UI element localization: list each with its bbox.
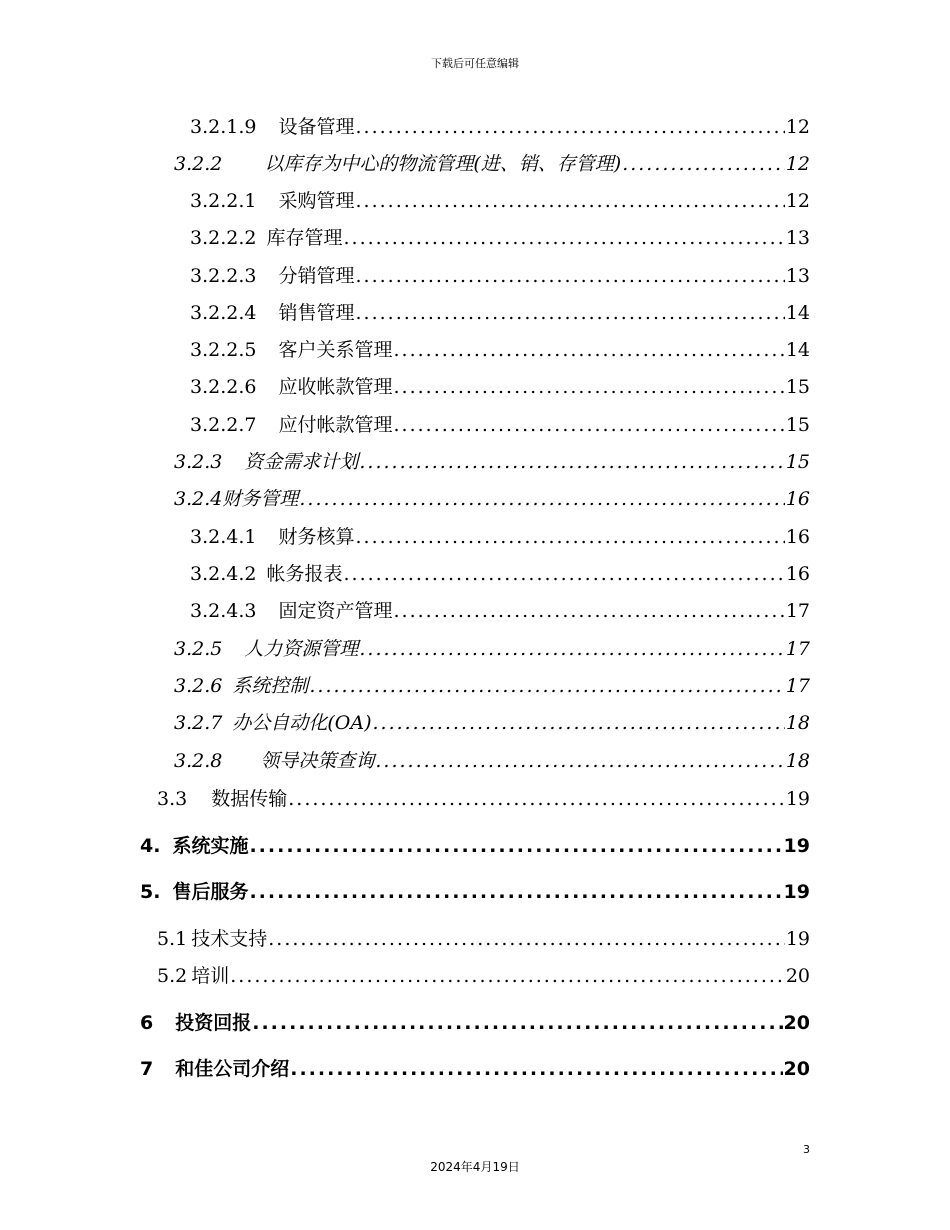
toc-entry-page: 12	[785, 190, 810, 212]
toc-entry-title: 帐务报表	[266, 563, 343, 585]
toc-entry[interactable]	[174, 634, 810, 661]
toc-entry[interactable]	[140, 877, 810, 904]
toc-entry-page: 17	[785, 675, 810, 697]
page-number: 3	[803, 1143, 810, 1156]
toc-entry-number: 3.2.2.4	[190, 302, 257, 324]
toc-entry-title: 客户关系管理	[278, 339, 393, 361]
toc-entry-number: 3.2.4.2	[190, 563, 257, 585]
toc-leader	[394, 414, 785, 436]
toc-entry-number: 3.2.5	[174, 638, 223, 660]
toc-entry[interactable]	[190, 410, 810, 437]
toc-entry-page: 20	[785, 965, 810, 987]
toc-entry[interactable]	[140, 1054, 810, 1081]
toc-entry-number: 3.2.2.3	[190, 265, 257, 287]
toc-entry[interactable]	[140, 1008, 810, 1035]
toc-entry-page: 16	[785, 526, 810, 548]
toc-entry-number: 3.2.2.6	[190, 376, 257, 398]
toc-entry-number: 3.2.8	[174, 750, 223, 772]
page-header: 下载后可任意编辑	[431, 57, 519, 70]
toc-entry-number: 6	[140, 1012, 154, 1034]
toc-entry-page: 15	[785, 414, 810, 436]
toc-entry[interactable]	[190, 186, 810, 213]
toc-entry-page: 20	[783, 1058, 810, 1080]
toc-leader	[356, 302, 785, 324]
toc-entry-page: 15	[785, 451, 810, 473]
toc-entry-page: 19	[783, 835, 810, 857]
toc-entry-number: 3.2.2	[174, 153, 223, 175]
toc-entry-number: 3.2.7	[174, 712, 223, 734]
toc-entry[interactable]	[190, 372, 810, 399]
toc-entry[interactable]	[190, 223, 810, 250]
toc-entry-number: 7	[140, 1058, 154, 1080]
toc-entry[interactable]	[157, 924, 810, 951]
toc-entry-title: 应收帐款管理	[278, 376, 393, 398]
toc-entry-number: 3.2.1.9	[190, 116, 257, 138]
toc-entry-page: 18	[785, 750, 810, 772]
toc-entry[interactable]	[190, 522, 810, 549]
toc-entry[interactable]	[190, 298, 810, 325]
toc-entry[interactable]	[174, 708, 810, 735]
toc-leader	[375, 750, 784, 772]
toc-entry-title: 资金需求计划	[244, 451, 359, 473]
toc-entry-title: 和佳公司介绍	[175, 1058, 290, 1080]
toc-entry[interactable]	[190, 261, 810, 288]
toc-entry[interactable]	[140, 831, 810, 858]
toc-entry-title: 系统控制	[232, 675, 309, 697]
toc-leader	[356, 116, 785, 138]
toc-entry-page: 16	[785, 563, 810, 585]
toc-entry-number: 3.2.2.2	[190, 227, 257, 249]
toc-entry-title: 培训	[191, 965, 230, 987]
toc-entry-page: 12	[785, 116, 810, 138]
toc-entry-number: 3.2.4.3	[190, 600, 257, 622]
toc-entry[interactable]	[190, 596, 810, 623]
toc-entry-title: 投资回报	[175, 1012, 252, 1034]
toc-entry-page: 13	[785, 227, 810, 249]
toc-entry-number: 5.1	[157, 928, 188, 950]
toc-entry-page: 18	[785, 712, 810, 734]
toc-entry[interactable]	[157, 784, 810, 811]
toc-entry-title: 售后服务	[172, 881, 249, 903]
toc-entry-title: 技术支持	[191, 928, 268, 950]
toc-leader	[290, 1058, 782, 1080]
toc-entry[interactable]	[174, 447, 810, 474]
toc-entry-page: 20	[783, 1012, 810, 1034]
toc-entry-number: 3.2.3	[174, 451, 223, 473]
toc-leader	[309, 675, 784, 697]
toc-entry-title: 系统实施	[172, 835, 249, 857]
toc-leader	[249, 881, 782, 903]
toc-entry[interactable]	[174, 746, 810, 773]
toc-entry-number: 3.2.4	[174, 488, 223, 510]
toc-entry[interactable]	[190, 335, 810, 362]
toc-leader	[394, 339, 785, 361]
toc-leader	[394, 376, 785, 398]
toc-entry-number: 3.2.4.1	[190, 526, 257, 548]
toc-leader	[356, 190, 785, 212]
toc-entry-page: 14	[785, 339, 810, 361]
toc-leader	[394, 600, 785, 622]
toc-entry[interactable]	[190, 559, 810, 586]
toc-entry-number: 5.2	[157, 965, 188, 987]
toc-entry-page: 17	[785, 638, 810, 660]
toc-entry-number: 3.3	[157, 788, 188, 810]
toc-leader	[372, 712, 784, 734]
page-footer-date: 2024年4月19日	[430, 1160, 520, 1174]
toc-entry[interactable]	[174, 149, 810, 176]
toc-entry[interactable]	[174, 671, 810, 698]
toc-entry-number: 3.2.2.5	[190, 339, 257, 361]
toc-entry-number: 3.2.6	[174, 675, 223, 697]
toc-entry-page: 16	[785, 488, 810, 510]
toc-entry-number: 3.2.2.1	[190, 190, 257, 212]
toc-entry-number: 4.	[140, 835, 161, 857]
toc-leader	[230, 965, 785, 987]
toc-leader	[252, 1012, 782, 1034]
toc-entry-title: 财务管理	[222, 488, 299, 510]
toc-leader	[359, 638, 784, 660]
toc-entry-number: 5.	[140, 881, 161, 903]
toc-leader	[268, 928, 785, 950]
toc-entry-title: 办公自动化(OA)	[232, 712, 372, 734]
toc-leader	[622, 153, 785, 175]
toc-entry-page: 12	[785, 153, 810, 175]
toc-leader	[359, 451, 784, 473]
toc-entry-page: 13	[785, 265, 810, 287]
toc-entry-page: 19	[785, 788, 810, 810]
toc-entry-title: 销售管理	[278, 302, 355, 324]
toc-entry-title: 库存管理	[266, 227, 343, 249]
toc-leader	[356, 526, 785, 548]
toc-entry[interactable]	[174, 484, 810, 511]
toc-entry-number: 3.2.2.7	[190, 414, 257, 436]
toc-entry-page: 19	[783, 881, 810, 903]
toc-entry-title: 固定资产管理	[278, 600, 393, 622]
toc-entry-title: 财务核算	[278, 526, 355, 548]
toc-entry[interactable]	[190, 112, 810, 139]
toc-entry-page: 15	[785, 376, 810, 398]
toc-entry-title: 领导决策查询	[260, 750, 375, 772]
toc-entry-page: 17	[785, 600, 810, 622]
toc-entry-title: 分销管理	[278, 265, 355, 287]
toc-entry-page: 14	[785, 302, 810, 324]
toc-leader	[288, 788, 785, 810]
toc-entry-title: 以库存为中心的物流管理(进、销、存管理)	[264, 153, 622, 175]
toc-entry-title: 应付帐款管理	[278, 414, 393, 436]
toc-entry-title: 数据传输	[211, 788, 288, 810]
toc-entry-title: 设备管理	[278, 116, 355, 138]
toc-entry-page: 19	[785, 928, 810, 950]
toc-entry-title: 采购管理	[278, 190, 355, 212]
toc-entry[interactable]	[157, 961, 810, 988]
toc-leader	[356, 265, 785, 287]
toc-entry-title: 人力资源管理	[244, 638, 359, 660]
toc-leader	[249, 835, 782, 857]
toc-leader	[344, 227, 785, 249]
toc-leader	[299, 488, 784, 510]
toc-leader	[344, 563, 785, 585]
